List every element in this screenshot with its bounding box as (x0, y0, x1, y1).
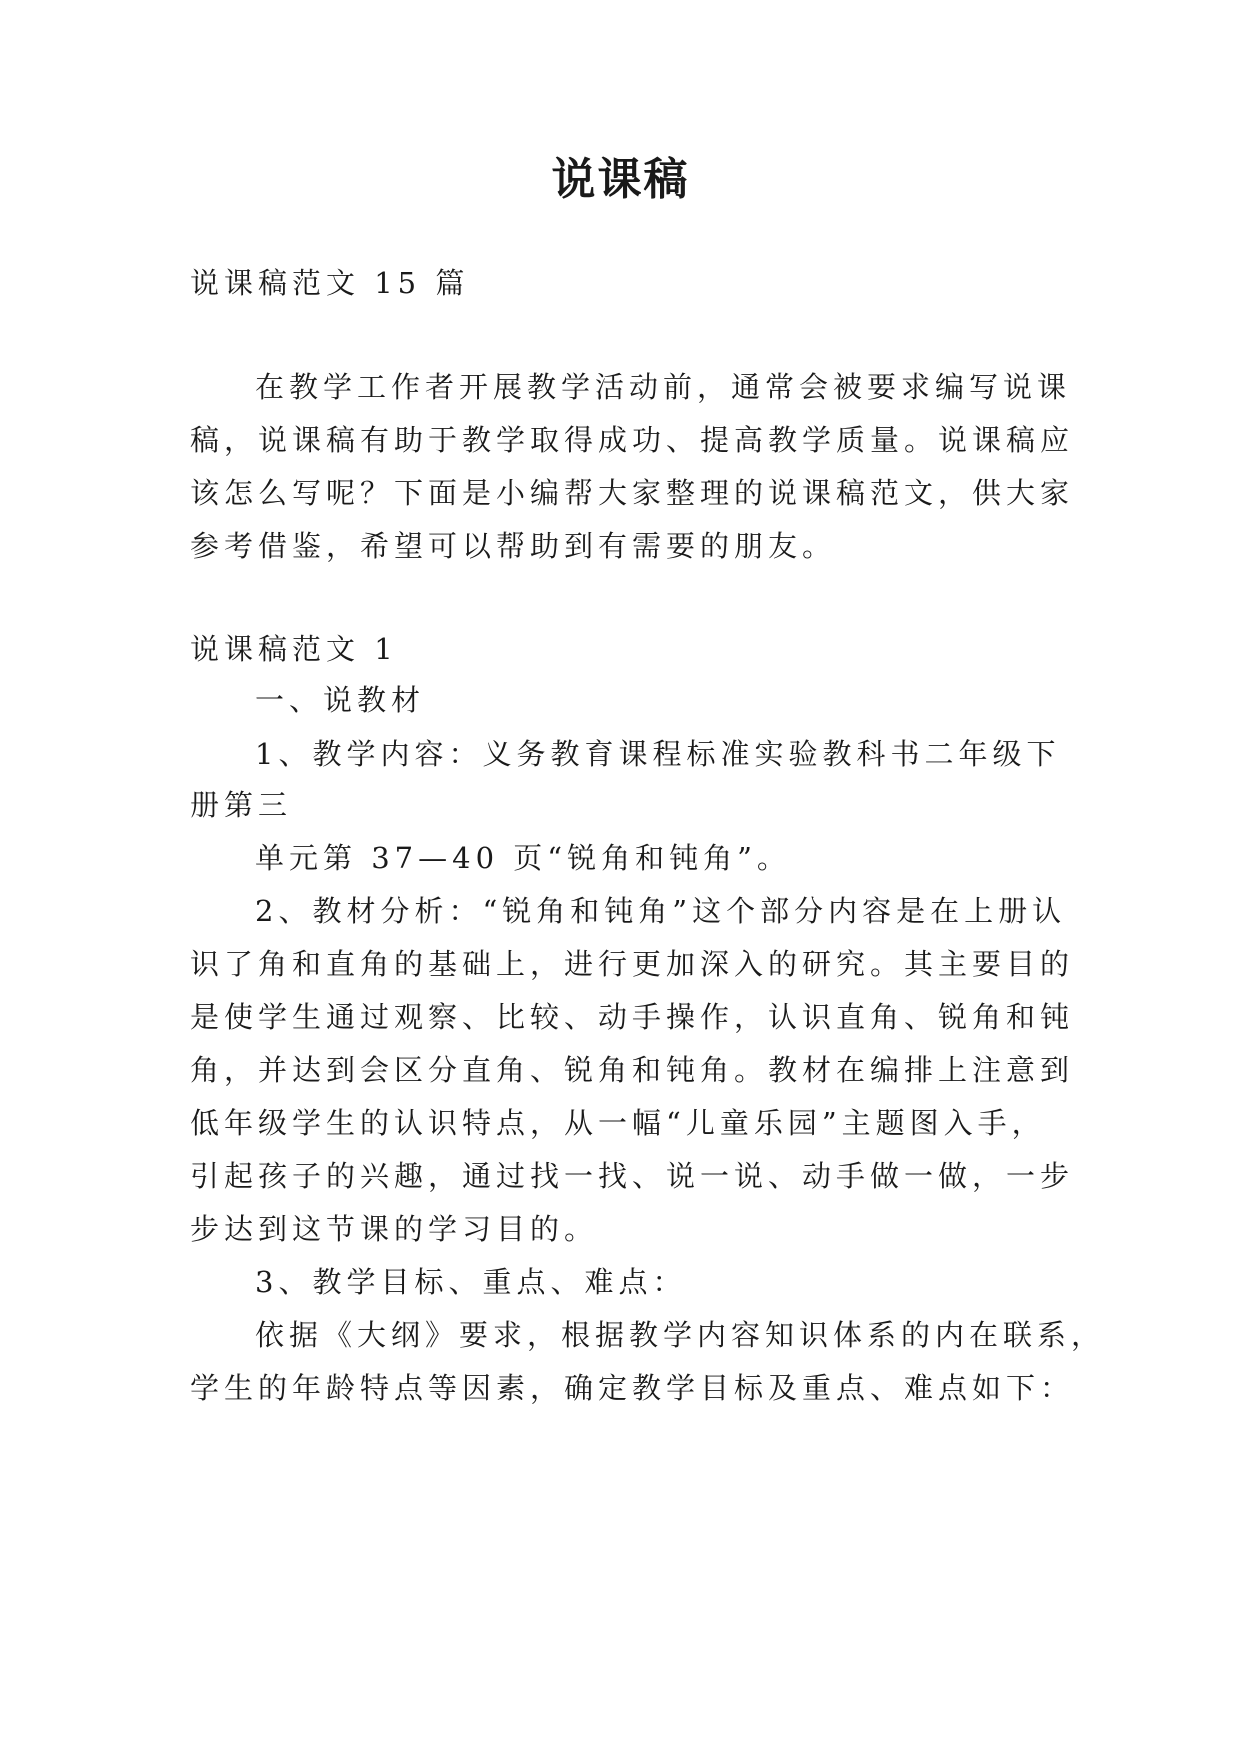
item2-line-3: 是使学生通过观察、比较、动手操作，认识直角、锐角和钝 (190, 1000, 1075, 1034)
item1-line-1: 1、教学内容：义务教育课程标准实验教科书二年级下 (255, 737, 1061, 771)
intro-line-2: 稿，说课稿有助于教学取得成功、提高教学质量。说课稿应 (190, 423, 1075, 457)
item1-line-2: 册第三 (190, 788, 293, 822)
document-subtitle: 说课稿范文 15 篇 (190, 266, 470, 300)
item2-line-2: 识了角和直角的基础上，进行更加深入的研究。其主要目的 (190, 947, 1075, 981)
item1-line-3: 单元第 37—40 页“锐角和钝角”。 (255, 841, 791, 875)
item2-line-5: 低年级学生的认识特点，从一幅“儿童乐园”主题图入手， (190, 1106, 1046, 1140)
item2-line-7: 步达到这节课的学习目的。 (190, 1212, 599, 1246)
item2-line-4: 角，并达到会区分直角、锐角和钝角。教材在编排上注意到 (190, 1053, 1075, 1087)
item3-heading: 3、教学目标、重点、难点： (255, 1265, 687, 1299)
item2-line-1: 2、教材分析：“锐角和钝角”这个部分内容是在上册认 (255, 894, 1067, 928)
item2-line-6: 引起孩子的兴趣，通过找一找、说一说、动手做一做，一步 (190, 1159, 1075, 1193)
intro-line-1: 在教学工作者开展教学活动前，通常会被要求编写说课 (255, 370, 1072, 404)
intro-line-3: 该怎么写呢？下面是小编帮大家整理的说课稿范文，供大家 (190, 476, 1075, 510)
intro-line-4: 参考借鉴，希望可以帮助到有需要的朋友。 (190, 529, 837, 563)
subsection-heading: 一、说教材 (255, 683, 426, 717)
item3-line-2: 学生的年龄特点等因素，确定教学目标及重点、难点如下： (190, 1371, 1075, 1405)
item3-line-1: 依据《大纲》要求，根据教学内容知识体系的内在联系， (255, 1318, 1106, 1352)
section-heading: 说课稿范文 1 (190, 632, 398, 666)
document-title: 说课稿 (551, 154, 690, 205)
